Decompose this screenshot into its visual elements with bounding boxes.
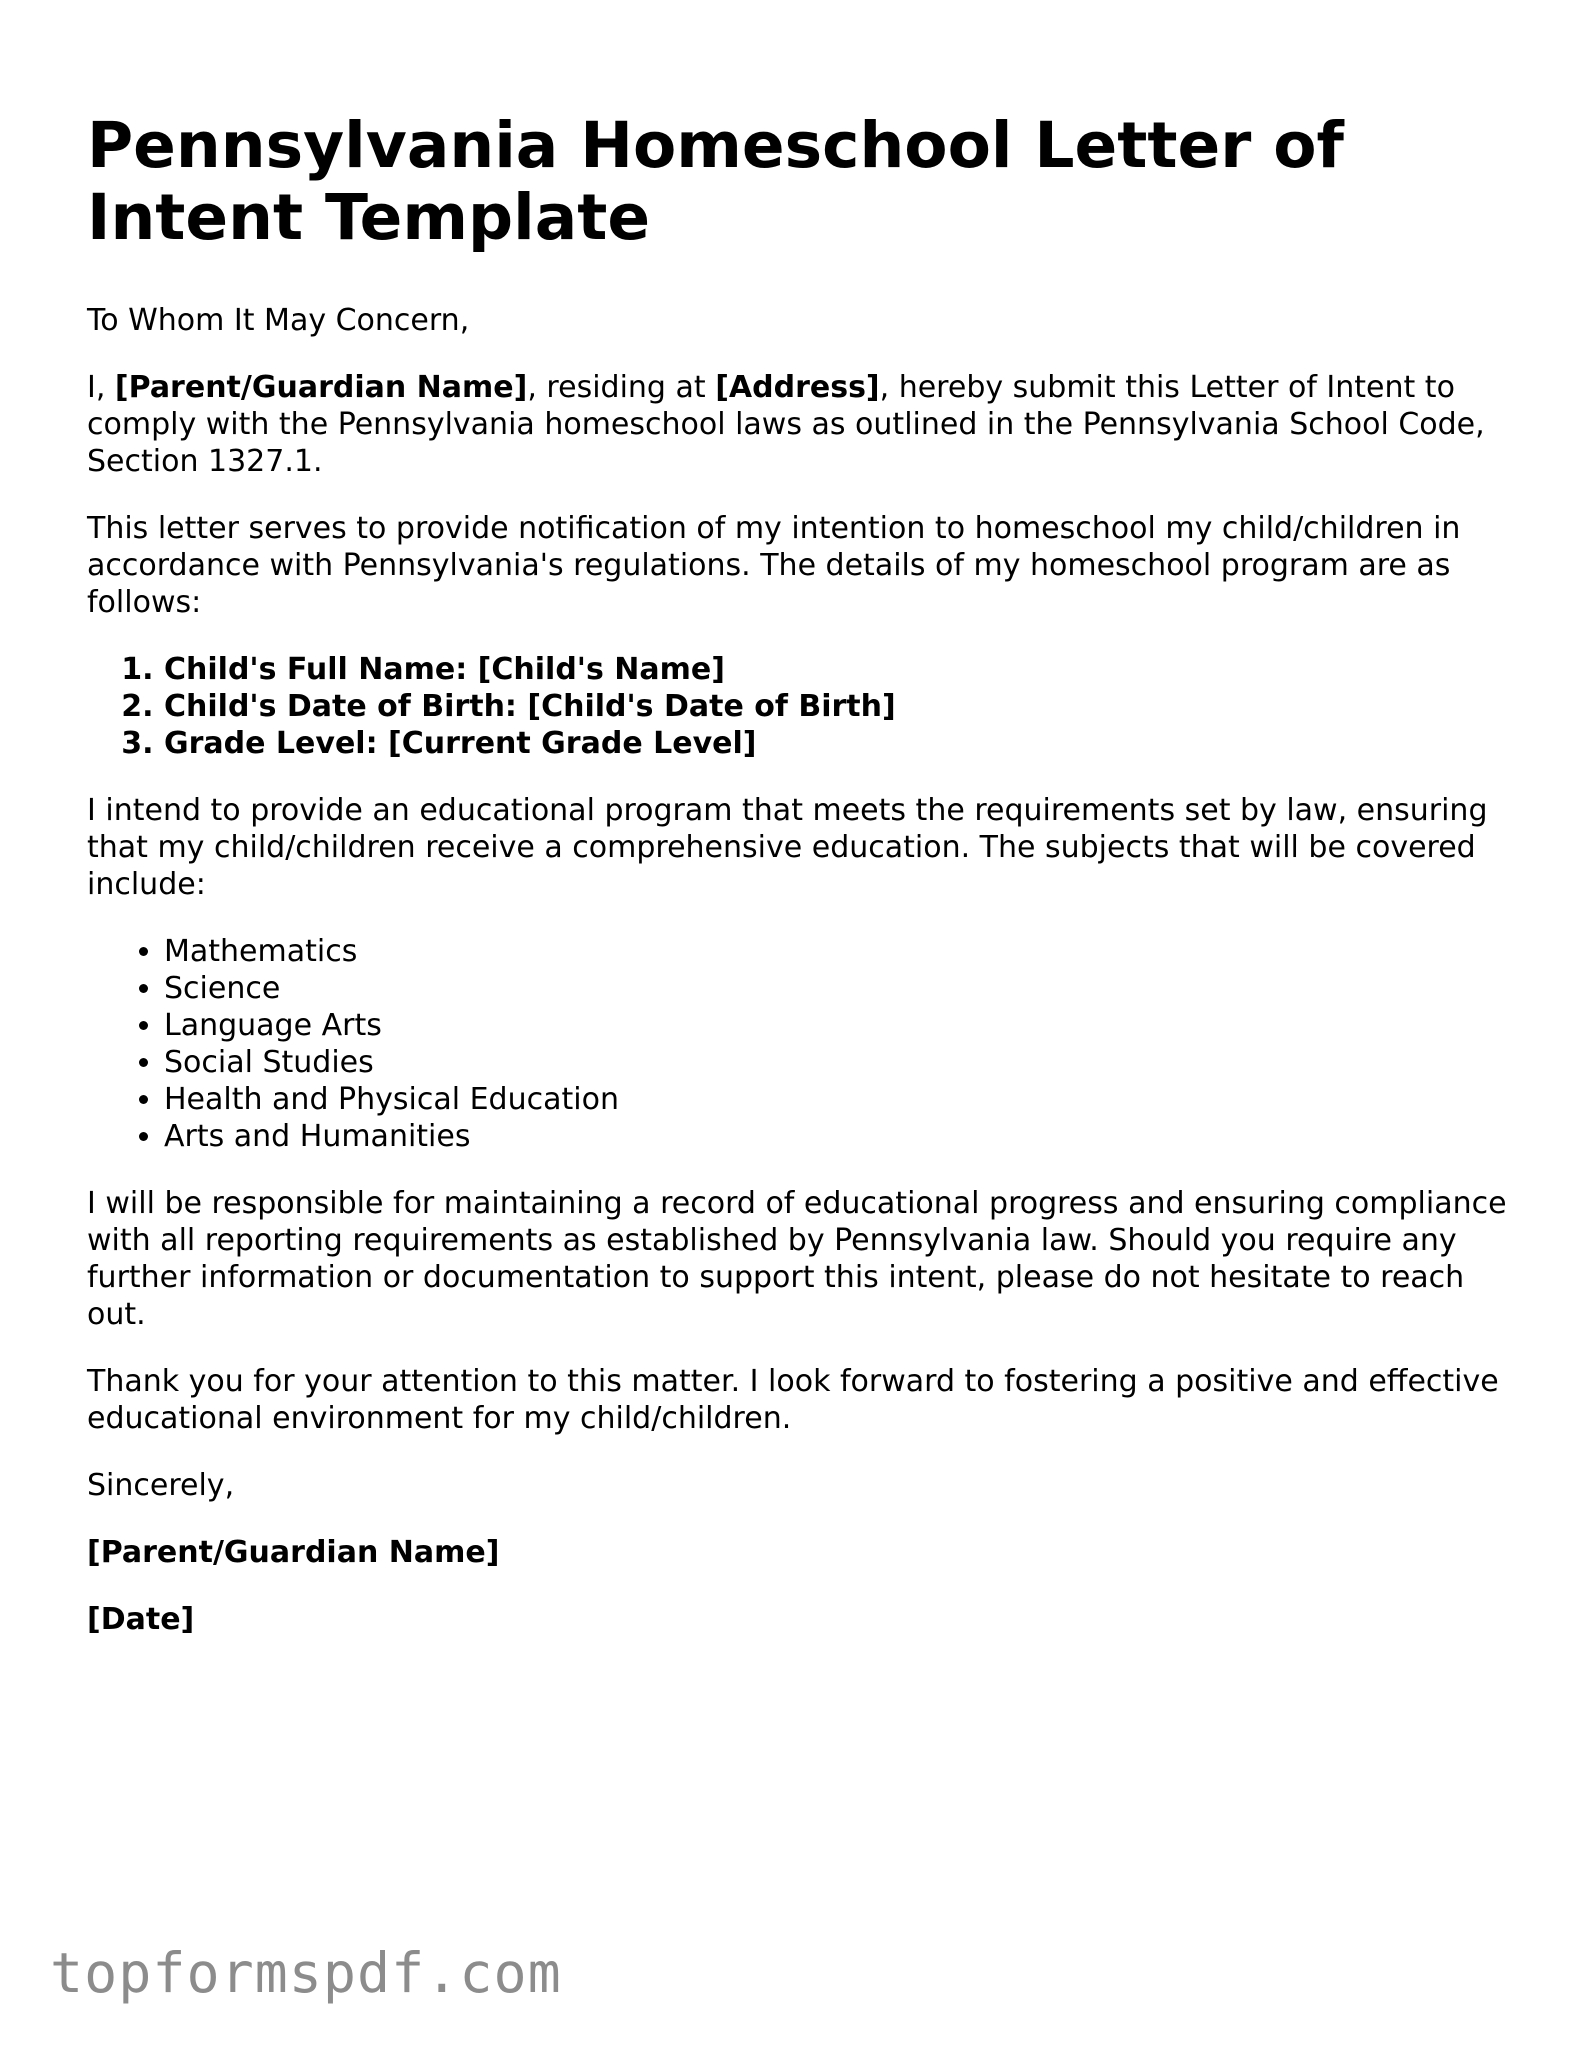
program-paragraph: I intend to provide an educational program that meets the requirements set by law, ensuring that my child/children receive a comprehensive education. The subjects that will be covered include: bbox=[87, 793, 1488, 902]
salutation: To Whom It May Concern, bbox=[87, 303, 470, 338]
watermark: topformspdf.com bbox=[50, 1941, 562, 2005]
notification-paragraph: This letter serves to provide notification of my intention to homeschool my child/children in accordance with Pennsylvania's regulations. The details of my homeschool program are as follows: bbox=[87, 511, 1461, 620]
subjects-list bbox=[87, 933, 1507, 1155]
intro-paragraph bbox=[87, 369, 1507, 480]
subject-item: • Social Studies bbox=[164, 1044, 1507, 1081]
detail-grade-level: 3. Grade Level: [Current Grade Level] bbox=[164, 725, 1507, 762]
address-placeholder: [Address] bbox=[715, 370, 880, 405]
parent-name-placeholder: [Parent/Guardian Name] bbox=[114, 370, 528, 405]
signoff: Sincerely, bbox=[87, 1468, 235, 1503]
responsibility-paragraph: I will be responsible for maintaining a record of educational progress and ensuring compliance with all reporting requirements as established by Pennsylvania law. Should you require any further information or documentation to support this intent, please do not hesitate to reach out. bbox=[87, 1186, 1507, 1332]
intro-text-3: , hereby submit this Letter of Intent to comply with the Pennsylvania homeschool laws as outlined in the Pennsylvania School Code, Section 1327.1. bbox=[87, 370, 1485, 479]
letter-document bbox=[87, 110, 1507, 1668]
details-list bbox=[87, 651, 1507, 762]
intro-text-1: I, bbox=[87, 370, 115, 405]
subject-item: • Mathematics bbox=[164, 933, 1507, 970]
subject-item: • Health and Physical Education bbox=[164, 1081, 1507, 1118]
subject-item: • Arts and Humanities bbox=[164, 1118, 1507, 1155]
subject-item: • Science bbox=[164, 970, 1507, 1007]
closing-paragraph: Thank you for your attention to this matter. I look forward to fostering a positive and effective educational environment for my child/children. bbox=[87, 1364, 1499, 1436]
signature-date: [Date] bbox=[87, 1602, 195, 1637]
subject-item: • Language Arts bbox=[164, 1007, 1507, 1044]
detail-child-name: 1. Child's Full Name: [Child's Name] bbox=[164, 651, 1507, 688]
signature-name: [Parent/Guardian Name] bbox=[87, 1535, 500, 1570]
intro-text-2: , residing at bbox=[527, 370, 716, 405]
page-title: Pennsylvania Homeschool Letter of Intent Template bbox=[87, 109, 1344, 254]
detail-child-dob: 2. Child's Date of Birth: [Child's Date of Birth] bbox=[164, 688, 1507, 725]
